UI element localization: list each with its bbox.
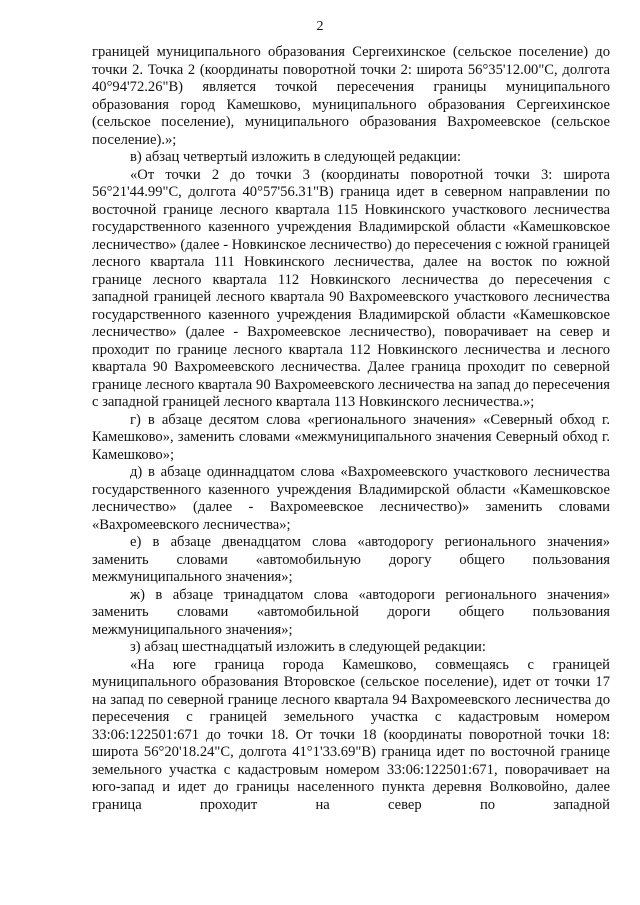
page-number: 2 <box>316 19 324 34</box>
document-body <box>92 44 610 814</box>
paragraph-item-e: е) в абзаце двенадцатом слова «автодорогу регионального значения» заменить словами «автомобильную дорогу общего пользования межмуниципального значения»; <box>92 534 610 585</box>
paragraph-item-v: в) абзац четвертый изложить в следующей редакции: <box>130 149 462 165</box>
paragraph-item-zh: ж) в абзаце тринадцатом слова «автодороги регионального значения» заменить словами «автомобильной дороги общего пользования межмуниципального значения»; <box>92 586 610 638</box>
paragraph-quote-south-border: «На юге граница города Камешково, совмещаясь с границей муниципального образования Второвское (сельское поселение), идет от точки 17 на запад по северной границе лесного квартала 94 Вахромеевского лесничества до пересечения с границей земельного участка с кадастровым номером 33:06:122501:671 до точки 18. От точки 18 (координаты поворотной точки 18: широта 56°20'18.24"С, долгота 41°1'33.69"В) граница идет по восточной границе земельного участка с кадастровым номером 33:06:122501:671, поворачивает на юго-запад и идет до границы населенного пункта деревня Волковойно, далее граница проходит на север по западной <box>92 656 610 813</box>
paragraph-item-g: г) в абзаце десятом слова «регионального значения» «Северный обход г. Камешково», заменить словами «межмуниципального значения Северный обход г. Камешково»; <box>92 411 610 463</box>
paragraph-item-d: д) в абзаце одиннадцатом слова «Вахромеевского участкового лесничества государственного казенного учреждения Владимирской области «Камешковское лесничество» (далее - Вахромеевское лесничество)» заменить словами «Вахромеевского лесничества»; <box>92 464 610 533</box>
paragraph-quote-point-2-3: «От точки 2 до точки 3 (координаты поворотной точки 3: широта 56°21'44.99"С, долгота 40°57'56.31"В) граница идет в северном направлении по восточной границе лесного квартала 115 Новкинского участкового лесничества государственного казенного учреждения Владимирской области «Камешковское лесничество» (далее - Новкинское лесничество) до пересечения с южной границей лесного квартала 111 Новкинского лесничества, далее на восток по южной границе лесного квартала 112 Новкинского лесничества до пересечения с западной границей лесного квартала 90 Вахромеевского участкового лесничества государственного казенного учреждения Владимирской области «Камешковское лесничество» (далее - Вахромеевское лесничество), поворачивает на север и проходит по границе лесного квартала 112 Новкинского лесничества и лесного квартала 90 Вахромеевского лесничества. Далее граница проходит по северной границе лесного квартала 90 Вахромеевского лесничества на запад до пересечения с западной границей лесного квартала 113 Новкинского лесничества.»; <box>92 166 610 410</box>
paragraph-item-z: з) абзац шестнадцатый изложить в следующей редакции: <box>130 639 486 655</box>
paragraph-continuation: границей муниципального образования Сергеихинское (сельское поселение) до точки 2. Точка 2 (координаты поворотной точки 2: широта 56°35'12.00"С, долгота 40°94'72.26"В) является точкой пересечения границы муниципального образования город Камешково, муниципального образования Сергеихинское (сельское поселение), муниципального образования Вахромеевское (сельское поселение).»; <box>92 44 610 148</box>
